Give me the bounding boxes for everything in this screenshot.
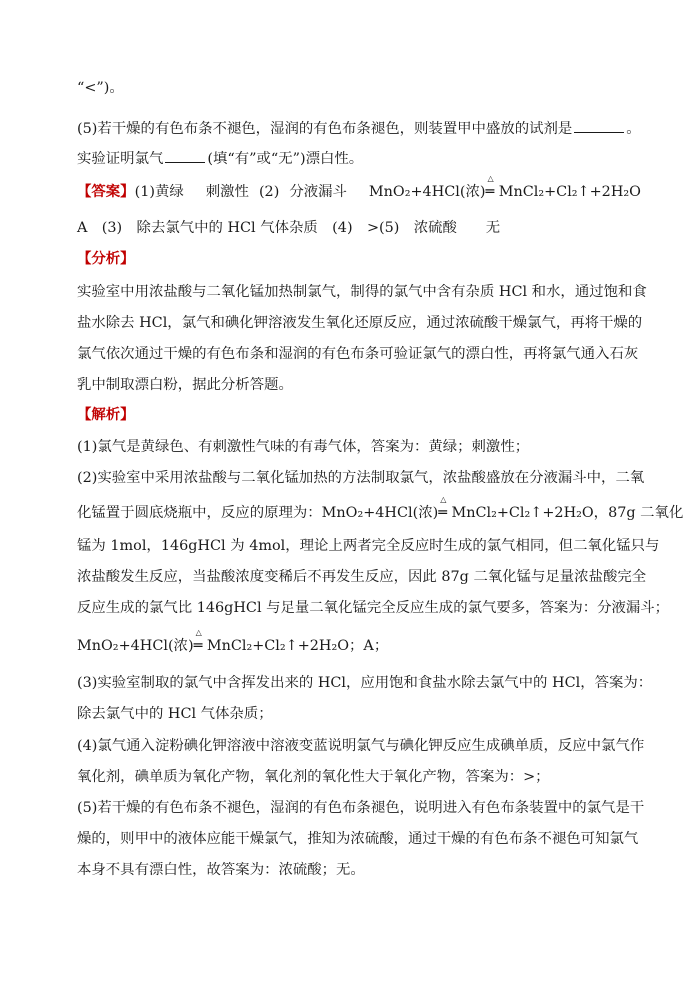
triangle-icon: △ (195, 628, 202, 637)
text: (1)氯气是黄绿色、有刺激性气味的有毒气体，答案为：黄绿；刺激性； (77, 439, 530, 455)
answer-blank[interactable] (165, 146, 205, 163)
heating-condition: △ ═ (438, 495, 447, 521)
text: 燥的，则甲中的液体应能干燥氯气，推知为浓硫酸，通过干燥的有色布条不褪色可知氯气 (77, 831, 639, 847)
text-line (77, 344, 666, 364)
text-line (77, 313, 666, 333)
text: 氯气依次通过干燥的有色布条和湿润的有色布条可验证氯气的漂白性，再将氯气通入石灰 (77, 346, 639, 362)
text: 氧化剂，碘单质为氧化产物，氧化剂的氧化性大于氧化产物，答案为：>； (77, 769, 550, 785)
chemical-equation-left: MnO₂+4HCl(浓) (368, 184, 486, 200)
solution-heading: 【解析】 (77, 406, 135, 423)
answer-line (77, 174, 666, 202)
text: 本身不具有漂白性，故答案为：浓硫酸；无。 (77, 862, 365, 878)
text-line (77, 375, 666, 395)
answer-blank[interactable] (574, 116, 624, 133)
solution-heading-line (77, 405, 666, 425)
question-text: 。 (626, 121, 641, 137)
text-line (77, 495, 684, 523)
question-5 (77, 116, 666, 139)
heating-condition: △ ═ (485, 174, 495, 200)
text: 盐水除去 HCl，氯气和碘化钾溶液发生氧化还原反应，通过浓硫酸干燥氯气，再将干燥的 (77, 315, 643, 331)
text-line (77, 437, 666, 457)
text: 浓盐酸发生反应，当盐酸浓度变稀后不再发生反应，因此 87g 二氧化锰与足量浓盐酸完全 (77, 569, 647, 585)
text: (3)实验室制取的氯气中含挥发出来的 HCl，应用饱和食盐水除去氯气中的 HCl，答案为： (77, 675, 653, 691)
question-text: (填“有”或“无”)漂白性。 (207, 151, 364, 167)
text-line (77, 78, 666, 98)
text-line (77, 673, 666, 693)
text: (4)氯气通入淀粉碘化钾溶液中溶液变蓝说明氯气与碘化钾反应生成碘单质，反应中氯气作 (77, 738, 645, 754)
heating-condition: △ ═ (193, 628, 203, 654)
answer-heading: 【答案】 (77, 183, 135, 200)
text: 实验室中用浓盐酸与二氧化锰加热制氯气，制得的氯气中含有杂质 HCl 和水，通过饱和食 (77, 284, 647, 300)
text-line (77, 628, 666, 656)
text: (2)实验室中采用浓盐酸与二氧化锰加热的方法制取氯气，浓盐酸盛放在分液漏斗中，二氧 (77, 470, 645, 486)
answer-text: (2) (258, 184, 280, 200)
text-line (77, 468, 666, 488)
text-line (77, 736, 666, 756)
chemical-equation-right: MnCl₂+Cl₂↑+2H₂O (498, 184, 641, 200)
text: MnCl₂+Cl₂↑+2H₂O；A； (206, 638, 389, 654)
text: 化锰置于圆底烧瓶中，反应的原理为：MnO₂+4HCl(浓) (77, 505, 439, 521)
text: “<”)。 (77, 80, 124, 96)
text-line (77, 536, 666, 556)
text-line (77, 860, 666, 880)
text: MnCl₂+Cl₂↑+2H₂O，87g 二氧化 (451, 505, 684, 521)
text-line (77, 567, 666, 587)
text: 反应生成的氯气比 146gHCl 与足量二氧化锰完全反应生成的氯气要多，答案为：分液漏斗； (77, 600, 670, 616)
analysis-heading-line (77, 249, 666, 269)
answer-text: 刺激性 (205, 184, 249, 200)
triangle-icon: △ (440, 495, 447, 504)
text: MnO₂+4HCl(浓) (77, 638, 194, 654)
text-line (77, 598, 670, 618)
text-line (77, 767, 666, 787)
text-line (77, 282, 666, 302)
text: 除去氯气中的 HCl 气体杂质； (77, 706, 273, 722)
analysis-heading: 【分析】 (77, 250, 135, 267)
triangle-icon: △ (487, 174, 494, 183)
question-text: (5)若干燥的有色布条不褪色，湿润的有色布条褪色，则装置甲中盛放的试剂是 (77, 121, 573, 137)
question-text: 实验证明氯气 (77, 151, 164, 167)
text-line (77, 798, 666, 818)
answer-text: A (3) 除去氯气中的 HCl 气体杂质 (4) >(5) 浓硫酸 无 (77, 220, 501, 236)
text: 乳中制取漂白粉，据此分析答题。 (77, 377, 293, 393)
text-line (77, 829, 666, 849)
text: (5)若干燥的有色布条不褪色，湿润的有色布条褪色，说明进入有色布条装置中的氯气是干 (77, 800, 645, 816)
answer-line-2 (77, 218, 666, 238)
text-line (77, 704, 666, 724)
answer-text: 分液漏斗 (289, 184, 347, 200)
question-5-part-2 (77, 146, 666, 169)
text: 锰为 1mol，146gHCl 为 4mol，理论上两者完全反应时生成的氯气相同，但二氧化锰只与 (77, 538, 660, 554)
answer-text: (1)黄绿 (134, 184, 184, 200)
